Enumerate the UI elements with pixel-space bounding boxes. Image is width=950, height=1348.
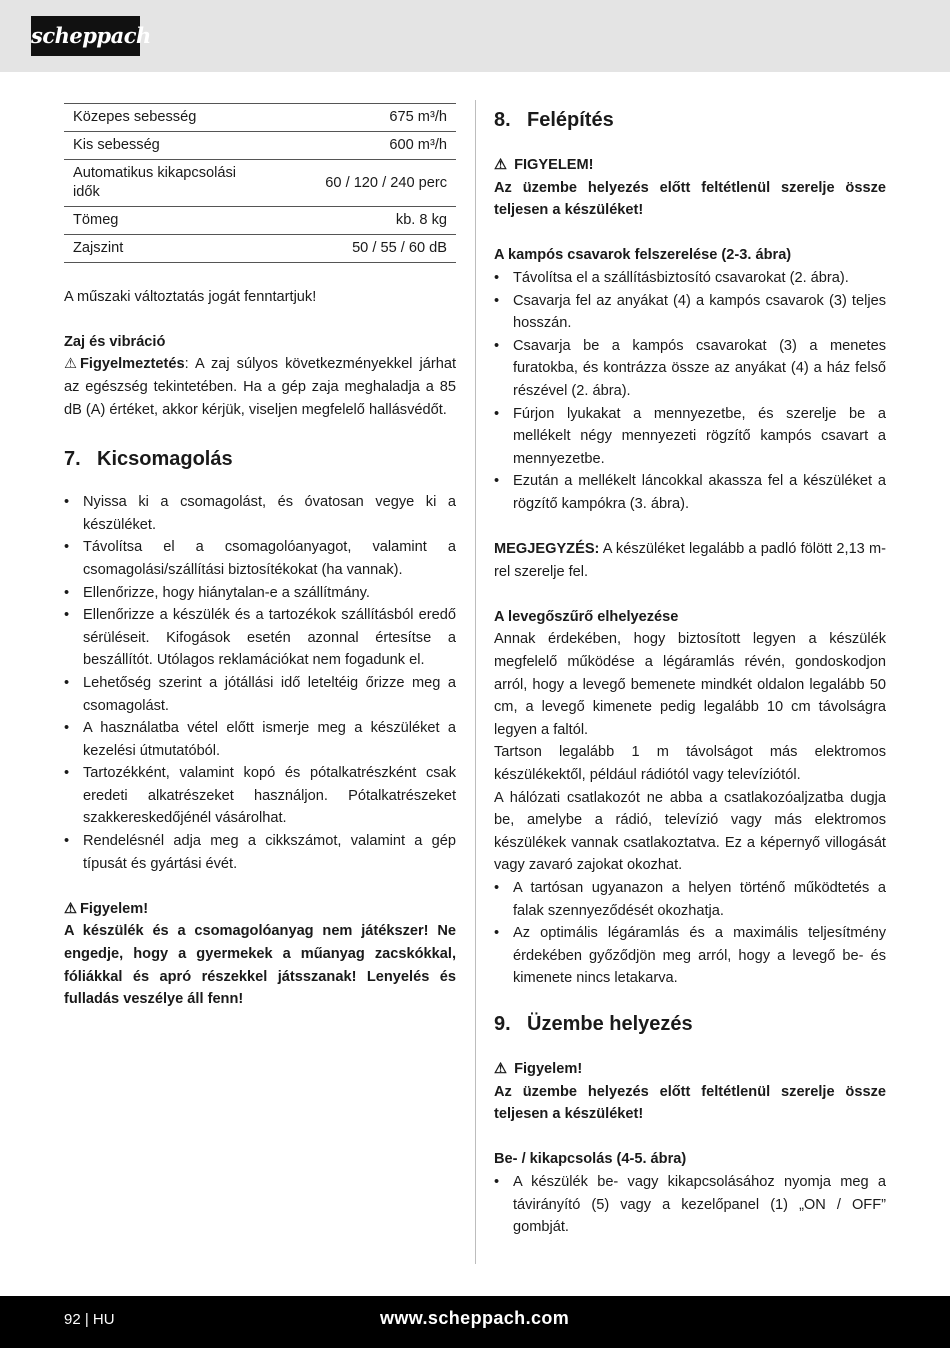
spec-row [64, 207, 456, 235]
hooks-list [494, 267, 886, 516]
section-9-number: 9. [494, 1012, 511, 1035]
spec-value: 600 m³/h [272, 132, 456, 160]
page-footer [0, 1296, 950, 1348]
website-link[interactable]: www.scheppach.com [380, 1308, 570, 1328]
section-8-heading [494, 106, 886, 134]
attention-label-text: Figyelem! [80, 900, 149, 917]
warn1-label-text: FIGYELEM! [514, 157, 594, 173]
filter-title: A levegőszűrő elhelyezése [494, 608, 679, 625]
spec-value: 60 / 120 / 240 perc [272, 160, 456, 207]
list-item: • Távolítsa el a szállításbiztosító csavarokat (2. ábra). [494, 267, 886, 290]
spec-value: kb. 8 kg [272, 207, 456, 235]
spec-label: Tömeg [64, 207, 272, 235]
warning-triangle-icon: ⚠ [494, 1060, 508, 1077]
warn1-text: Az üzembe helyezés előtt feltétlenül szerelje össze teljesen a készüléket! [494, 179, 886, 219]
note [494, 538, 886, 583]
section-9-heading [494, 1010, 886, 1038]
list-item: • A használatba vétel előtt ismerje meg a készüléket a kezelési útmutatóból. [64, 717, 456, 762]
left-column [64, 100, 456, 1011]
list-item: • Az optimális légáramlás és a maximális teljesítmény érdekében győződjön meg arról, hogy a levegő be- és kimenete nincs letakarva. [494, 922, 886, 990]
list-item: • Csavarja be a kampós csavarokat (3) a menetes furatokba, és kontrázza össze az anyákat (4) a ház felső részével (2. ábra). [494, 335, 886, 403]
section-9-title: Üzembe helyezés [527, 1012, 693, 1035]
section-8-title: Felépítés [527, 109, 614, 131]
page-header [0, 0, 950, 72]
list-item: • Tartozékként, valamint kopó és pótalkatrészként csak eredeti alkatrészeket használjon. Pótalkatrészeket szakkereskedőjénél vásárolhat. [64, 762, 456, 830]
filter-paragraph-3: A hálózati csatlakozót ne abba a csatlakozóaljzatba dugja be, amelybe a rádió, televízió vagy más elektromos készülékek vannak csatlakoztatva. Ez a képernyő villogását vagy zavaró zajokat okozhat. [494, 789, 886, 874]
section-7-heading [64, 445, 456, 473]
attention-label [64, 898, 456, 921]
warning-triangle-icon: ⚠ [64, 900, 78, 917]
list-item: • Ellenőrizze, hogy hiánytalan-e a szállítmány. [64, 582, 456, 605]
section-7-title: Kicsomagolás [97, 448, 233, 471]
filter-paragraph-1: Annak érdekében, hogy biztosított legyen a készülék megfelelő működése a légáramlás révén, gondoskodjon arról, hogy a levegő bemenete mindkét oldalon legalább 50 cm, a levegő kimenete pedig legalább 10 cm távolságra legyen a faltól. [494, 631, 886, 738]
warning-triangle-icon: ⚠ [494, 157, 508, 173]
filter-list [494, 877, 886, 990]
section-7-number: 7. [64, 448, 81, 471]
spec-value: 675 m³/h [272, 104, 456, 132]
warning-triangle-icon: ⚠ [64, 356, 78, 373]
right-column [494, 100, 886, 1239]
spec-value: 50 / 55 / 60 dB [272, 235, 456, 263]
warn2-label-text: Figyelem! [514, 1060, 583, 1077]
list-item: • Fúrjon lyukakat a mennyezetbe, és szerelje be a mellékelt négy mennyezeti rögzítő kampós csavart a mennyezetbe. [494, 403, 886, 471]
spec-label: Közepes sebesség [64, 104, 272, 132]
warn2-label [494, 1058, 886, 1081]
spec-label: Automatikus kikapcsolási idők [64, 160, 272, 207]
note-text: A készüléket legalább a padló fölött 2,13 m-rel szerelje fel. [494, 541, 886, 580]
tech-note: A műszaki változtatás jogát fenntartjuk! [64, 288, 317, 305]
noise-warning-text: : A zaj súlyos következményekkel járhat az egészség tekintetében. Ha a gép zaja meghaladja a 85 dB (A) értéket, akkor kérjük, viseljen megfelelő hallásvédőt. [64, 356, 456, 418]
spec-row [64, 104, 456, 132]
attention-text: A készülék és a csomagolóanyag nem játékszer! Ne engedje, hogy a gyermekek a műanyag zacskókkal, fóliákkal és apró részekkel játsszanak! Lenyelés és fulladás veszélye áll fenn! [64, 923, 456, 1008]
hooks-title: A kampós csavarok felszerelése (2-3. ábra) [494, 247, 792, 264]
scheppach-logo: scheppach [31, 16, 140, 56]
list-item: • Ezután a mellékelt láncokkal akassza fel a készüléket a rögzítő kampókra (3. ábra). [494, 470, 886, 515]
warn1-label [494, 154, 886, 177]
list-item: • Lehetőség szerint a jótállási idő leteltéig őrizze meg a csomagolást. [64, 672, 456, 717]
spec-row [64, 132, 456, 160]
spec-label: Kis sebesség [64, 132, 272, 160]
noise-warning [64, 353, 456, 421]
spec-table [64, 103, 456, 263]
list-item: • Távolítsa el a csomagolóanyagot, valamint a csomagolási/szállítási biztosítékokat (ha vannak). [64, 536, 456, 581]
spec-label: Zajszint [64, 235, 272, 263]
warn2-text: Az üzembe helyezés előtt feltétlenül szerelje össze teljesen a készüléket! [494, 1083, 886, 1123]
switch-list [494, 1171, 886, 1239]
page-number: 92 | HU [64, 1311, 115, 1328]
list-item: • Nyissa ki a csomagolást, és óvatosan vegye ki a készüléket. [64, 491, 456, 536]
list-item: • Csavarja fel az anyákat (4) a kampós csavarok (3) teljes hosszán. [494, 290, 886, 335]
list-item: • A tartósan ugyanazon a helyen történő működtetés a falak szennyeződését okozhatja. [494, 877, 886, 922]
spec-row [64, 235, 456, 263]
noise-title: Zaj és vibráció [64, 333, 166, 350]
list-item: • A készülék be- vagy kikapcsolásához nyomja meg a távirányító (5) vagy a kezelőpanel (1) „ON / OFF” gombját. [494, 1171, 886, 1239]
unpack-list [64, 491, 456, 875]
list-item: • Ellenőrizze a készülék és a tartozékok szállításból eredő sérüléseit. Kifogások esetén azonnal értesítse a beszállítót. Utólagos reklamációkat nem fogadunk el. [64, 604, 456, 672]
column-divider [475, 100, 476, 1264]
note-label: MEGJEGYZÉS: [494, 541, 600, 558]
switch-title: Be- / kikapcsolás (4-5. ábra) [494, 1151, 687, 1168]
spec-row [64, 160, 456, 207]
section-8-number: 8. [494, 109, 511, 131]
list-item: • Rendelésnél adja meg a cikkszámot, valamint a gép típusát és gyártási évét. [64, 830, 456, 875]
noise-warning-label: Figyelmeztetés [80, 356, 185, 373]
filter-paragraph-2: Tartson legalább 1 m távolságot más elektromos készülékektől, például rádiótól vagy televíziótól. [494, 744, 886, 784]
